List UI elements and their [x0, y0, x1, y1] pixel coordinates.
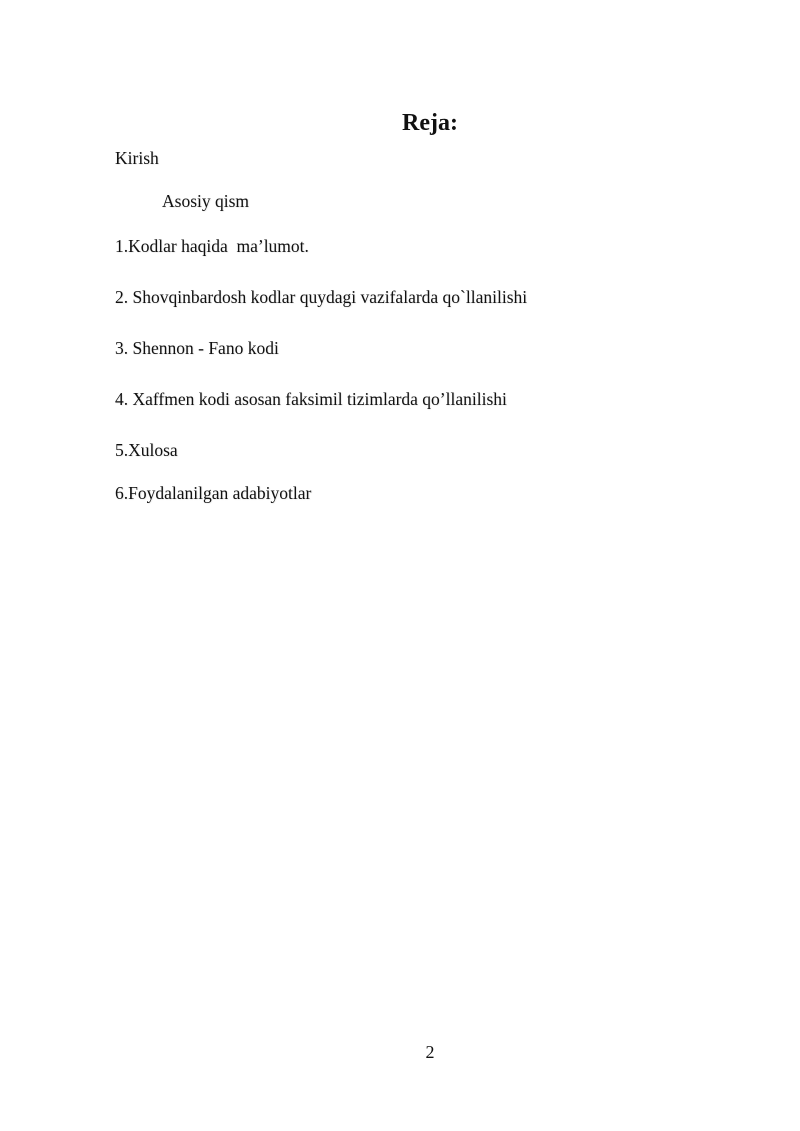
- outline-item-3: 3. Shennon - Fano kodi: [115, 338, 279, 358]
- outline-item-4: 4. Xaffmen kodi asosan faksimil tizimlarda qo’llanilishi: [115, 389, 507, 409]
- outline-item-1: 1.Kodlar haqida ma’lumot.: [115, 236, 309, 256]
- page-title: Reja:: [402, 110, 458, 136]
- page-number: 2: [425, 1042, 435, 1062]
- outline-item-6: 6.Foydalanilgan adabiyotlar: [115, 483, 312, 503]
- outline-item-main-part: Asosiy qism: [162, 191, 250, 211]
- outline-item-2: 2. Shovqinbardosh kodlar quydagi vazifalarda qo`llanilishi: [115, 287, 528, 307]
- outline-item-5: 5.Xulosa: [115, 440, 178, 460]
- outline-item-intro: Kirish: [115, 148, 159, 168]
